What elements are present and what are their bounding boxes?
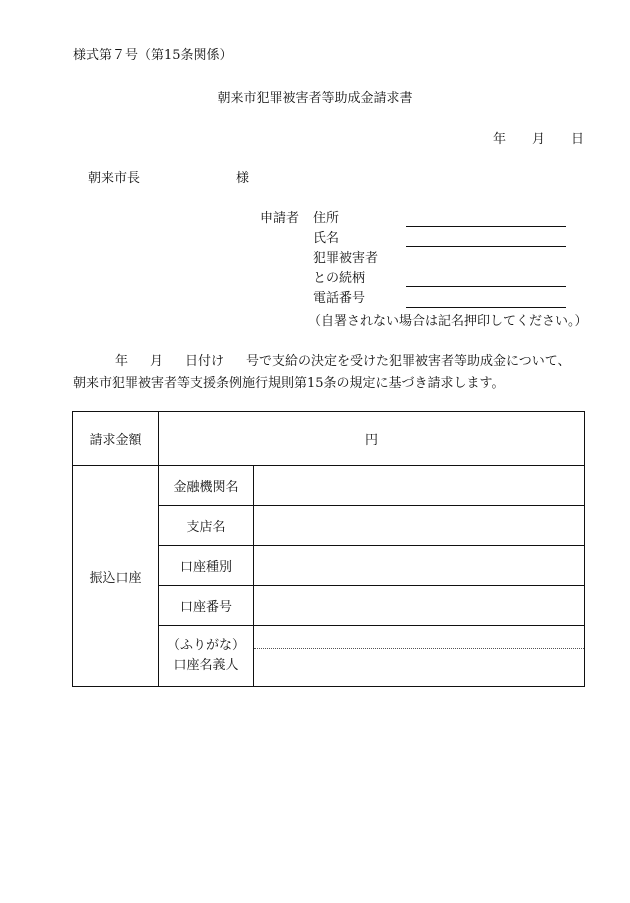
account-label: 振込口座 [73, 466, 159, 687]
stmt-date: 日付け [185, 354, 225, 369]
amount-field[interactable] [159, 412, 585, 466]
relation-label-line2: との続柄 [313, 271, 366, 286]
request-statement [73, 351, 571, 395]
claim-table [72, 411, 585, 687]
holder-name-label: 口座名義人 [173, 658, 239, 673]
branch-label: 支店名 [159, 506, 254, 546]
phone-field-line[interactable] [406, 307, 566, 308]
addressee-name: 朝来市長 [88, 171, 141, 186]
bank-name-field[interactable] [254, 466, 585, 506]
holder-field [254, 626, 585, 687]
account-type-label: 口座種別 [159, 546, 254, 586]
stmt-month: 月 [150, 354, 164, 369]
stmt-year: 年 [115, 354, 129, 369]
address-field-line[interactable] [406, 226, 566, 227]
addressee [88, 171, 249, 187]
form-number: 様式第７号（第15条関係） [73, 48, 233, 63]
date-year: 年 [492, 132, 506, 147]
name-field-line[interactable] [406, 246, 566, 247]
name-label: 氏名 [313, 231, 340, 246]
relation-field-line[interactable] [406, 286, 566, 287]
account-type-field[interactable] [254, 546, 585, 586]
stmt-rest: 号で支給の決定を受けた犯罪被害者等助成金について、 [246, 354, 571, 369]
account-number-label: 口座番号 [159, 586, 254, 626]
stmt-line2: 朝来市犯罪被害者等支援条例施行規則第15条の規定に基づき請求します。 [73, 376, 505, 391]
account-number-field[interactable] [254, 586, 585, 626]
date-line [493, 132, 584, 148]
document-title: 朝来市犯罪被害者等助成金請求書 [217, 91, 413, 106]
yen-unit: 円 [364, 433, 378, 448]
addressee-honorific: 様 [236, 171, 250, 186]
address-label: 住所 [313, 211, 340, 226]
holder-label [159, 626, 254, 687]
signature-note: （自署されない場合は記名押印してください。） [308, 314, 588, 329]
branch-field[interactable] [254, 506, 585, 546]
furigana-field[interactable] [254, 626, 584, 649]
furigana-label: （ふりがな） [166, 638, 245, 653]
bank-name-label: 金融機関名 [159, 466, 254, 506]
holder-name-field[interactable] [254, 649, 584, 686]
relation-label-line1: 犯罪被害者 [313, 251, 379, 266]
applicant-label: 申請者 [260, 211, 300, 226]
phone-label: 電話番号 [313, 291, 366, 306]
date-month: 月 [531, 132, 545, 147]
date-day: 日 [570, 132, 584, 147]
amount-label: 請求金額 [73, 412, 159, 466]
